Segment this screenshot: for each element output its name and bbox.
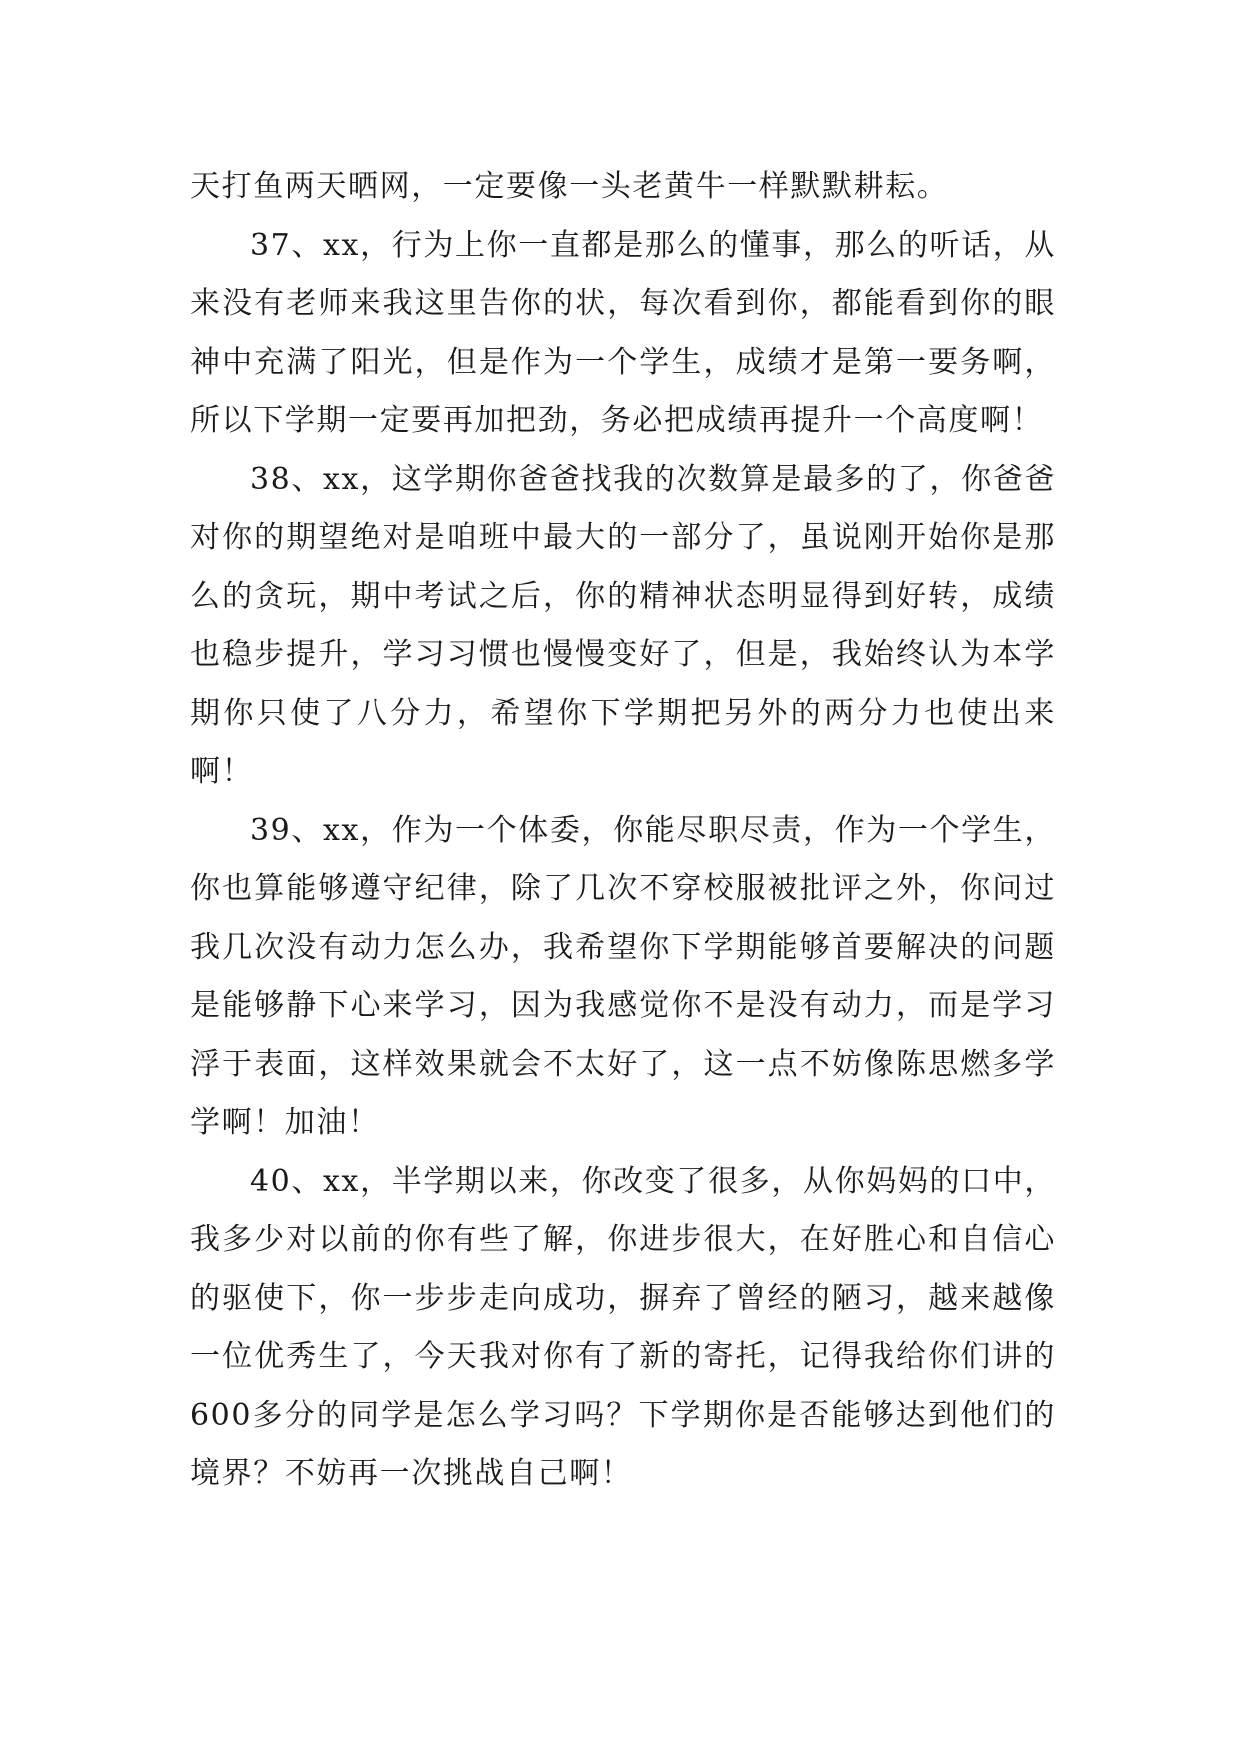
paragraph-comment-39: 39、xx，作为一个体委，你能尽职尽责，作为一个学生，你也算能够遵守纪律，除了几次不穿校服被批评之外，你问过我几次没有动力怎么办，我希望你下学期能够首要解决的问题是能够静下心来学习，因为我感觉你不是没有动力，而是学习浮于表面，这样效果就会不太好了，这一点不妨像陈思燃多学学啊！加油！ bbox=[190, 812, 1056, 1140]
paragraph-comment-38: 38、xx，这学期你爸爸找我的次数算是最多的了，你爸爸对你的期望绝对是咱班中最大的一部分了，虽说刚开始你是那么的贪玩，期中考试之后，你的精神状态明显得到好转，成绩也稳步提升，学习习惯也慢慢变好了，但是，我始终认为本学期你只使了八分力，希望你下学期把另外的两分力也使出来啊！ bbox=[190, 461, 1056, 789]
paragraph-comment-40: 40、xx，半学期以来，你改变了很多，从你妈妈的口中，我多少对以前的你有些了解，你进步很大，在好胜心和自信心的驱使下，你一步步走向成功，摒弃了曾经的陋习，越来越像一位优秀生了，今天我对你有了新的寄托，记得我给你们讲的600多分的同学是怎么学习吗？下学期你是否能够达到他们的境界？不妨再一次挑战自己啊！ bbox=[190, 1163, 1056, 1491]
paragraph-comment-37: 37、xx，行为上你一直都是那么的懂事，那么的听话，从来没有老师来我这里告你的状，每次看到你，都能看到你的眼神中充满了阳光，但是作为一个学生，成绩才是第一要务啊，所以下学期一定要再加把劲，务必把成绩再提升一个高度啊！ bbox=[190, 227, 1056, 438]
paragraph-continuation: 天打鱼两天晒网，一定要像一头老黄牛一样默默耕耘。 bbox=[190, 169, 949, 204]
document-body bbox=[190, 158, 1056, 1504]
